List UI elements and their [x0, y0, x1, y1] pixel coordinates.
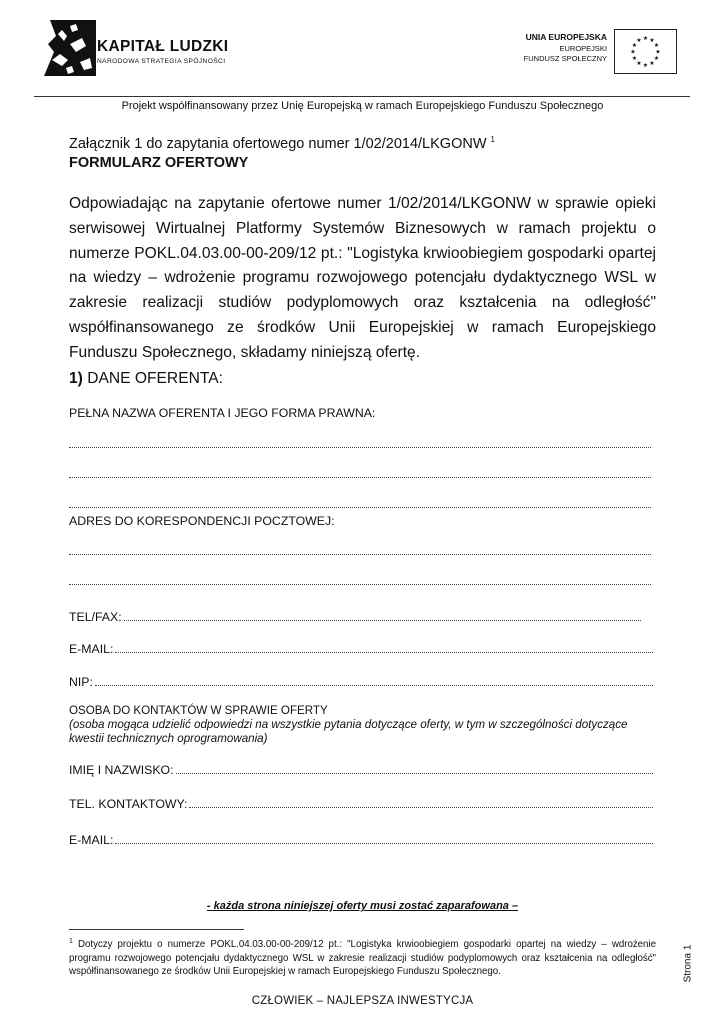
eu-stars-icon — [615, 30, 676, 73]
eu-flag — [614, 29, 677, 74]
contact-phone-line[interactable] — [189, 807, 653, 808]
attachment-line — [69, 135, 495, 152]
cofinancing-note: Projekt współfinansowany przez Unię Europejską w ramach Europejskiego Funduszu Społecznego — [121, 100, 604, 112]
full-name-line-2[interactable] — [69, 477, 651, 478]
full-name-line-1[interactable] — [69, 447, 651, 448]
section-1-heading — [69, 370, 223, 388]
email-label: E-MAIL: — [69, 642, 114, 656]
name-label: IMIĘ I NAZWISKO: — [69, 763, 174, 777]
footnote-divider — [69, 929, 244, 930]
footer-slogan: CZŁOWIEK – NAJLEPSZA INWESTYCJA — [251, 995, 474, 1007]
page-number — [680, 934, 696, 994]
eu-fund-line-1: EUROPEJSKI — [559, 44, 607, 53]
svg-text:★: ★ — [642, 62, 649, 69]
contact-phone-field[interactable] — [69, 795, 653, 811]
svg-text:★: ★ — [649, 60, 655, 67]
svg-text:★: ★ — [631, 42, 638, 49]
svg-text:★: ★ — [649, 37, 655, 44]
tel-fax-field[interactable] — [69, 608, 641, 624]
contact-email-line[interactable] — [115, 843, 653, 844]
footnote-number: 1 — [69, 938, 73, 945]
contact-note: (osoba mogąca udzielić odpowiedzi na wszystkie pytania dotyczące oferty, w tym w szczególności dotyczące kwestii technicznych oprogramowania) — [69, 718, 628, 745]
email-line[interactable] — [115, 652, 653, 653]
eu-fund-line-2: FUNDUSZ SPOŁECZNY — [523, 54, 607, 63]
logo-subtitle: NARODOWA STRATEGIA SPÓJNOŚCI — [97, 58, 226, 65]
footnote-text: Dotyczy projektu o numerze POKL.04.03.00-00-209/12 pt.: "Logistyka krwioobiegiem gospodarki opartej na wiedzy – wdrożenie programu rozwojowego potencjału dydaktycznego WSL w zakresie realizacji studiów podyplomowych oraz kształcenia na odległość" współfinansowanego ze środków Unii Europejskiej w ramach Europejskiego Funduszu Społecznego. — [69, 939, 656, 977]
svg-text:★: ★ — [653, 42, 660, 49]
address-label: ADRES DO KORESPONDENCJI POCZTOWEJ: — [69, 514, 335, 528]
svg-text:★: ★ — [655, 48, 661, 56]
svg-text:★: ★ — [642, 35, 649, 42]
footnote — [69, 935, 656, 978]
contact-heading: OSOBA DO KONTAKTÓW W SPRAWIE OFERTY — [69, 704, 328, 717]
nip-line[interactable] — [95, 685, 653, 686]
kapital-ludzki-emblem-icon — [40, 16, 100, 80]
tel-fax-label: TEL/FAX: — [69, 610, 122, 624]
full-name-line-3[interactable] — [69, 507, 651, 508]
svg-text:★: ★ — [631, 55, 638, 62]
page-label: Strona 1 — [682, 944, 694, 983]
svg-text:★: ★ — [636, 37, 642, 44]
name-field[interactable] — [69, 761, 653, 777]
contact-email-field[interactable] — [69, 831, 653, 847]
svg-text:★: ★ — [653, 55, 660, 62]
form-title: FORMULARZ OFERTOWY — [69, 155, 249, 171]
contact-phone-label: TEL. KONTAKTOWY: — [69, 797, 188, 811]
nip-label: NIP: — [69, 675, 93, 689]
address-line-2[interactable] — [69, 584, 651, 585]
eu-title: UNIA EUROPEJSKA — [525, 32, 607, 42]
section-1-number: 1) — [69, 370, 83, 387]
nip-field[interactable] — [69, 673, 653, 689]
svg-text:★: ★ — [630, 48, 636, 56]
kapital-ludzki-logo — [40, 16, 100, 80]
email-field[interactable] — [69, 640, 653, 656]
attachment-text: Załącznik 1 do zapytania ofertowego numer 1/02/2014/LKGONW — [69, 135, 487, 152]
contact-email-label: E-MAIL: — [69, 833, 114, 847]
initial-note: - każda strona niniejszej oferty musi zostać zaparafowana – — [206, 900, 519, 912]
address-line-1[interactable] — [69, 554, 651, 555]
footnote-ref[interactable]: 1 — [490, 135, 495, 144]
name-line[interactable] — [176, 773, 653, 774]
section-1-title: DANE OFERENTA: — [87, 370, 223, 387]
header-divider — [34, 96, 690, 97]
logo-title: KAPITAŁ LUDZKI — [97, 38, 229, 55]
tel-fax-line[interactable] — [124, 620, 641, 621]
svg-text:★: ★ — [636, 60, 642, 67]
full-name-label: PEŁNA NAZWA OFERENTA I JEGO FORMA PRAWNA: — [69, 406, 376, 420]
intro-paragraph: Odpowiadając na zapytanie ofertowe numer 1/02/2014/LKGONW w sprawie opieki serwisowej Wirtualnej Platformy Systemów Biznesowych w ramach projektu o numerze POKL.04.03.00-00-209/12 pt.: "Logistyka krwioobiegiem gospodarki opartej na wiedzy – wdrożenie programu rozwojowego potencjału dydaktycznego WSL w zakresie realizacji studiów podyplomowych oraz kształcenia na odległość" współfinansowanego ze środków Unii Europejskiej w ramach Europejskiego Funduszu Społecznego, składamy niniejszą ofertę. — [69, 195, 656, 361]
